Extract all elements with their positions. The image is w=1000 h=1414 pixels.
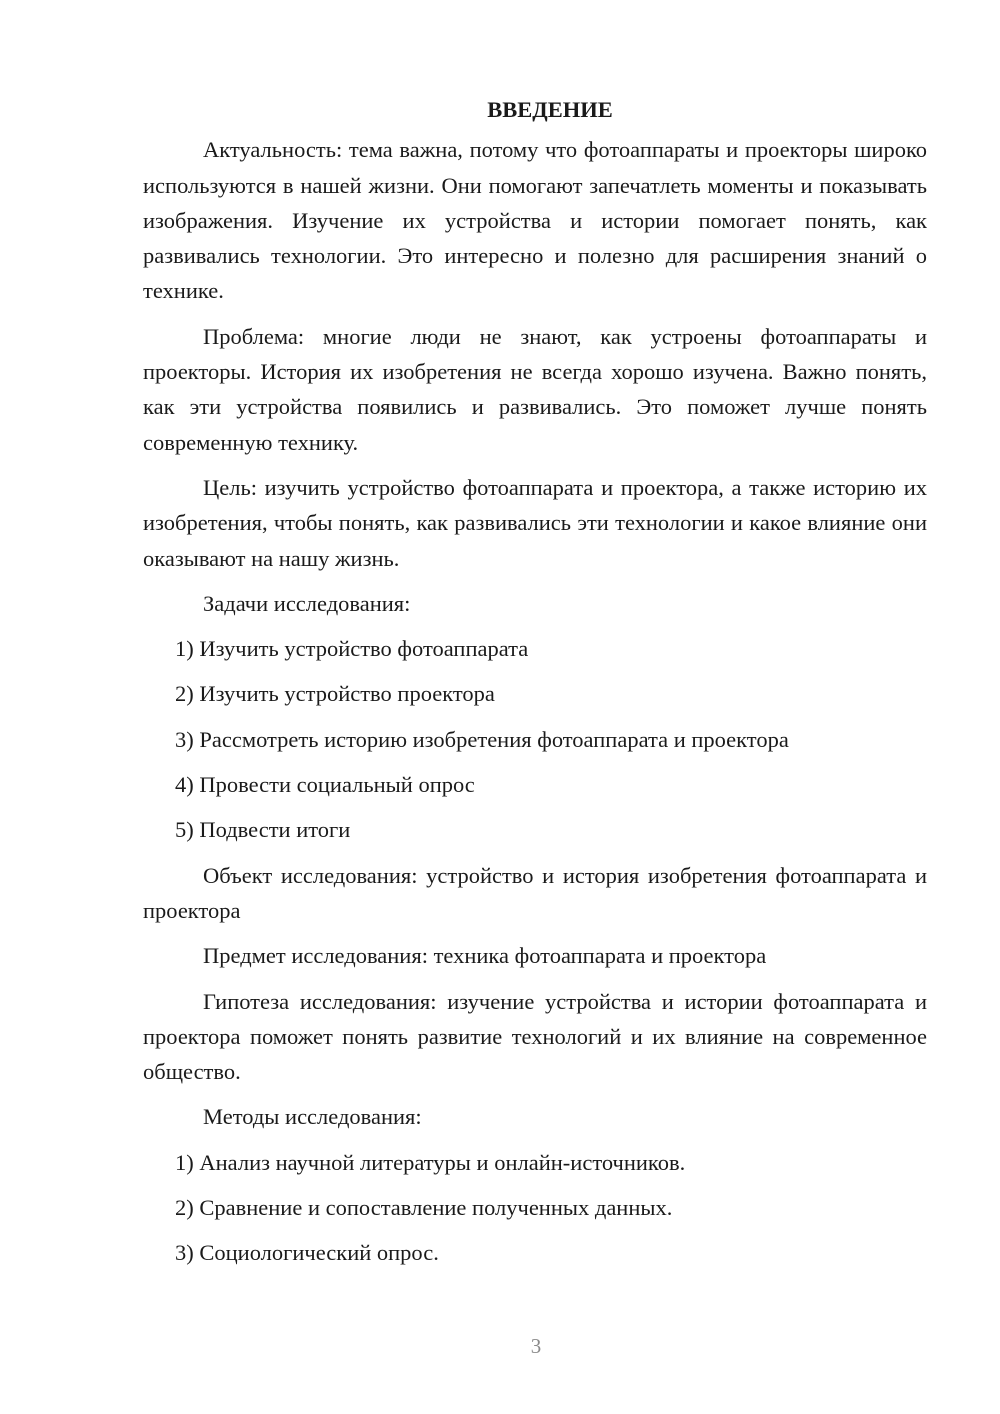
task-item: 1) Изучить устройство фотоаппарата [175,636,529,662]
relevance-paragraph: Актуальность: тема важна, потому что фотоаппараты и проекторы широко используются в нашей жизни. Они помогают запечатлеть моменты и показывать изображения. Изучение их устройства и истории помогает понять, как развивались технологии. Это интересно и полезно для расширения знаний о технике. [143,137,927,304]
tasks-title: Задачи исследования: [203,590,411,616]
page-content [143,92,927,1271]
section-heading: ВВЕДЕНИЕ [487,97,613,122]
methods-list [143,1145,927,1271]
problem-paragraph: Проблема: многие люди не знают, как устроены фотоаппараты и проекторы. История их изобретения не всегда хорошо изучена. Важно понять, как эти устройства появились и развивались. Это поможет лучше понять современную технику. [143,323,927,455]
method-item: 3) Социологический опрос. [175,1240,439,1266]
methods-title: Методы исследования: [203,1104,422,1130]
method-item: 1) Анализ научной литературы и онлайн-источников. [175,1149,686,1175]
task-item: 5) Подвести итоги [175,817,351,843]
method-item: 2) Сравнение и сопоставление полученных данных. [175,1195,673,1221]
object-paragraph: Объект исследования: устройство и история изобретения фотоаппарата и проектора [143,862,927,923]
task-item: 4) Провести социальный опрос [175,772,475,798]
task-item: 2) Изучить устройство проектора [175,681,495,707]
subject-paragraph: Предмет исследования: техника фотоаппарата и проектора [203,943,767,969]
tasks-list [143,631,927,847]
hypothesis-paragraph: Гипотеза исследования: изучение устройства и истории фотоаппарата и проектора поможет понять развитие технологий и их влияние на современное общество. [143,988,927,1085]
task-item: 3) Рассмотреть историю изобретения фотоаппарата и проектора [175,726,789,752]
goal-paragraph: Цель: изучить устройство фотоаппарата и проектора, а также историю их изобретения, чтобы понять, как развивались эти технологии и какое влияние они оказывают на нашу жизнь. [143,474,927,571]
page-number: 3 [530,1334,542,1358]
